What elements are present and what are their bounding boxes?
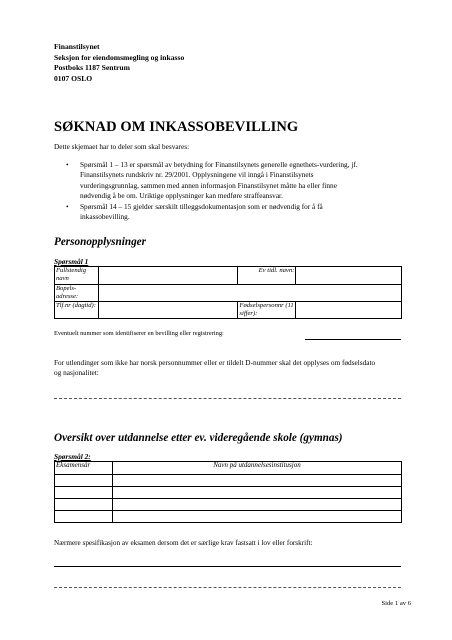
postbox: Postboks 1187 Sentrum [54,63,130,73]
full-name-field[interactable] [98,267,237,285]
list-item-text: Spørsmål 14 – 15 gjelder særskilt tilleggsdokumentasjon som er nødvendig for å få inkassobevilling. [80,201,323,222]
address-field[interactable] [98,285,401,302]
bullet-icon: • [66,160,69,169]
foreigners-text: For utlendinger som ikke har norsk personnummer eller er tildelt D-nummer skal det opplyses om fødselsdato og nasjonalitet: [54,358,376,378]
specification-field-2[interactable] [54,587,401,588]
specification-field-1[interactable] [54,566,401,567]
exam-year-cell[interactable] [55,475,113,487]
list-item [66,202,366,223]
address-label: Bopels-adresse: [55,285,99,302]
bullet-icon: • [66,201,69,211]
birth-number-field[interactable] [296,302,402,319]
phone-field[interactable] [98,302,237,319]
possible-number-label: Eventuelt nummer som identifiserer en bevilling eller registrering: [54,330,224,337]
foreigners-field[interactable] [54,398,401,399]
institution-cell[interactable] [112,475,401,487]
sender-address [54,42,184,84]
prev-name-field[interactable] [296,267,402,285]
document-title: SØKNAD OM INKASSOBEVILLING [54,119,299,135]
section-heading-education: Oversikt over utdannelse etter ev. videregående skole (gymnas) [54,432,343,444]
question-1-label: Spørsmål 1 [54,257,89,266]
prev-name-label: Ev tidl. navn: [238,267,296,285]
institution-cell[interactable] [112,499,401,511]
institution-cell[interactable] [112,487,401,499]
birth-number-label: Fødselspersonnr (11 siffer): [238,302,296,319]
intro-text: Dette skjemaet har to deler som skal besvares: [54,142,190,151]
list-item-text: Spørsmål 1 – 13 er spørsmål av betydning for Finanstilsynets generelle egnethets-vurdering, jf. Finanstilsynets rundskriv nr. 29/2001. Opplysningene vil inngå i Finanstilsynets vurderingsgrunnlag, sammen med annen informasjon Finanstilsynet måtte ha eller finne nødvendig å be om. Uriktige opplysninger kan medføre straffeansvar. [80,160,358,201]
section-heading-personal: Personopplysninger [54,236,146,248]
page-number: Side 1 av 6 [381,600,411,607]
institution-header: Navn på utdannelsesinstitusjon [112,462,401,475]
list-item [66,160,366,202]
education-table [54,461,402,523]
exam-year-cell[interactable] [55,511,113,523]
phone-label: Tlf.nr (dagtid): [55,302,99,319]
personal-info-table [54,266,402,319]
exam-year-cell[interactable] [55,487,113,499]
section-name: Seksjon for eiendomsmegling og inkasso [54,52,185,62]
instruction-list [66,160,366,222]
question-2-label: Spørsmål 2: [54,452,91,461]
specification-label: Nærmere spesifikasjon av eksamen dersom det er særlige krav fastsatt i lov eller forskrift: [54,539,313,547]
org-name: Finanstilsynet [54,42,100,51]
full-name-label: Fullstendig navn [55,267,99,285]
exam-year-header: Eksamensår [55,462,113,475]
institution-cell[interactable] [112,511,401,523]
exam-year-cell[interactable] [55,499,113,511]
possible-number-field[interactable] [305,339,401,340]
postcode: 0107 OSLO [54,73,93,83]
